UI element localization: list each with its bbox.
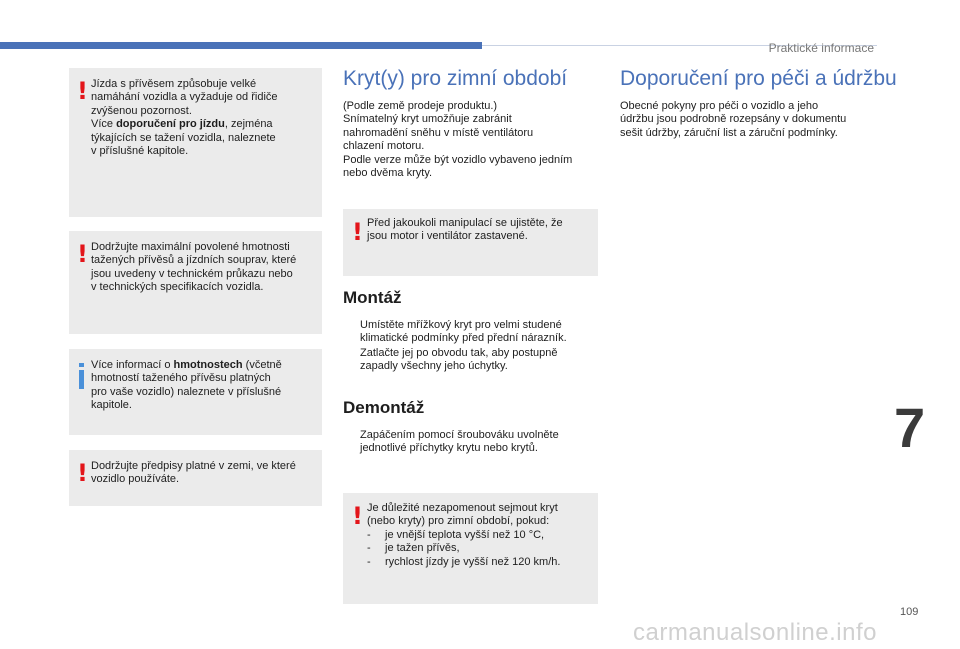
chapter-number: 7 xyxy=(894,396,926,459)
warning-icon: ! xyxy=(77,77,88,105)
info-icon xyxy=(79,363,84,389)
page-number: 109 xyxy=(900,606,919,618)
condition-item: - rychlost jízdy je vyšší než 120 km/h. xyxy=(367,555,561,568)
montaz-heading: Montáž xyxy=(343,288,402,307)
warning-box-engine-stopped xyxy=(343,209,598,276)
warning-text: Jízda s přívěsem způsobuje velké namáhání vozidla a vyžaduje od řidiče zvýšenou pozornost. Více doporučení pro jízdu, zejména týkajících se tažení vozidla, naleznete v příslušné kapitole. xyxy=(91,78,278,158)
warning-icon: ! xyxy=(77,240,88,268)
care-maintenance-text: Obecné pokyny pro péči o vozidlo a jeho údržbu jsou podrobně rozepsány v dokumentu sešit údržby, záruční list a záruční podmínky. xyxy=(620,100,847,139)
demontaz-heading: Demontáž xyxy=(343,398,425,417)
montaz-step-2: Zatlačte jej po obvodu tak, aby postupně zapadly všechny jeho úchytky. xyxy=(360,347,558,373)
warning-text: Dodržujte předpisy platné v zemi, ve které vozidlo používáte. xyxy=(91,460,296,486)
demontaz-step-1: Zapáčením pomocí šroubováku uvolněte jednotlivé příchytky krytu nebo krytů. xyxy=(360,429,559,455)
montaz-step-1: Umístěte mřížkový kryt pro velmi studené klimatické podmínky před přední nárazník. xyxy=(360,319,567,345)
warning-box-regulations xyxy=(69,450,322,506)
winter-cover-intro: (Podle země prodeje produktu.) Snímatelný kryt umožňuje zabránit nahromadění sněhu v místě ventilátoru chlazení motoru. Podle verze může být vozidlo vybaveno jedním nebo dvěma kryty. xyxy=(343,100,573,180)
care-maintenance-title: Doporučení pro péči a údržbu xyxy=(620,67,897,90)
warning-text: Dodržujte maximální povolené hmotnosti tažených přívěsů a jízdních souprav, které jsou uvedeny v technickém průkazu nebo v technických specifikacích vozidla. xyxy=(91,241,297,294)
info-text: Více informací o hmotnostech (včetně hmotností taženého přívěsu platných pro vaše vozidlo) naleznete v příslušné kapitole. xyxy=(91,359,282,412)
section-title: Praktické informace xyxy=(768,41,874,55)
watermark: carmanualsonline.info xyxy=(633,619,877,646)
warning-icon: ! xyxy=(352,502,363,530)
warning-box-remove-cover xyxy=(343,493,598,604)
condition-item: - je vnější teplota vyšší než 10 °C, xyxy=(367,528,545,541)
warning-text: Před jakoukoli manipulací se ujistěte, že jsou motor i ventilátor zastavené. xyxy=(367,217,563,243)
warning-icon: ! xyxy=(352,218,363,246)
info-box-weights xyxy=(69,349,322,435)
condition-item: - je tažen přívěs, xyxy=(367,542,460,555)
warning-text: Je důležité nezapomenout sejmout kryt (nebo kryty) pro zimní období, pokud: - je vnější teplota vyšší než 10 °C, - je tažen přívěs, - rychlost jízdy je vyšší než 120 km/h. xyxy=(367,502,561,568)
header-accent-bar xyxy=(0,42,482,49)
warning-icon: ! xyxy=(77,459,88,487)
warning-box-towing xyxy=(69,68,322,217)
winter-cover-title: Kryt(y) pro zimní období xyxy=(343,67,568,90)
warning-box-weights xyxy=(69,231,322,334)
